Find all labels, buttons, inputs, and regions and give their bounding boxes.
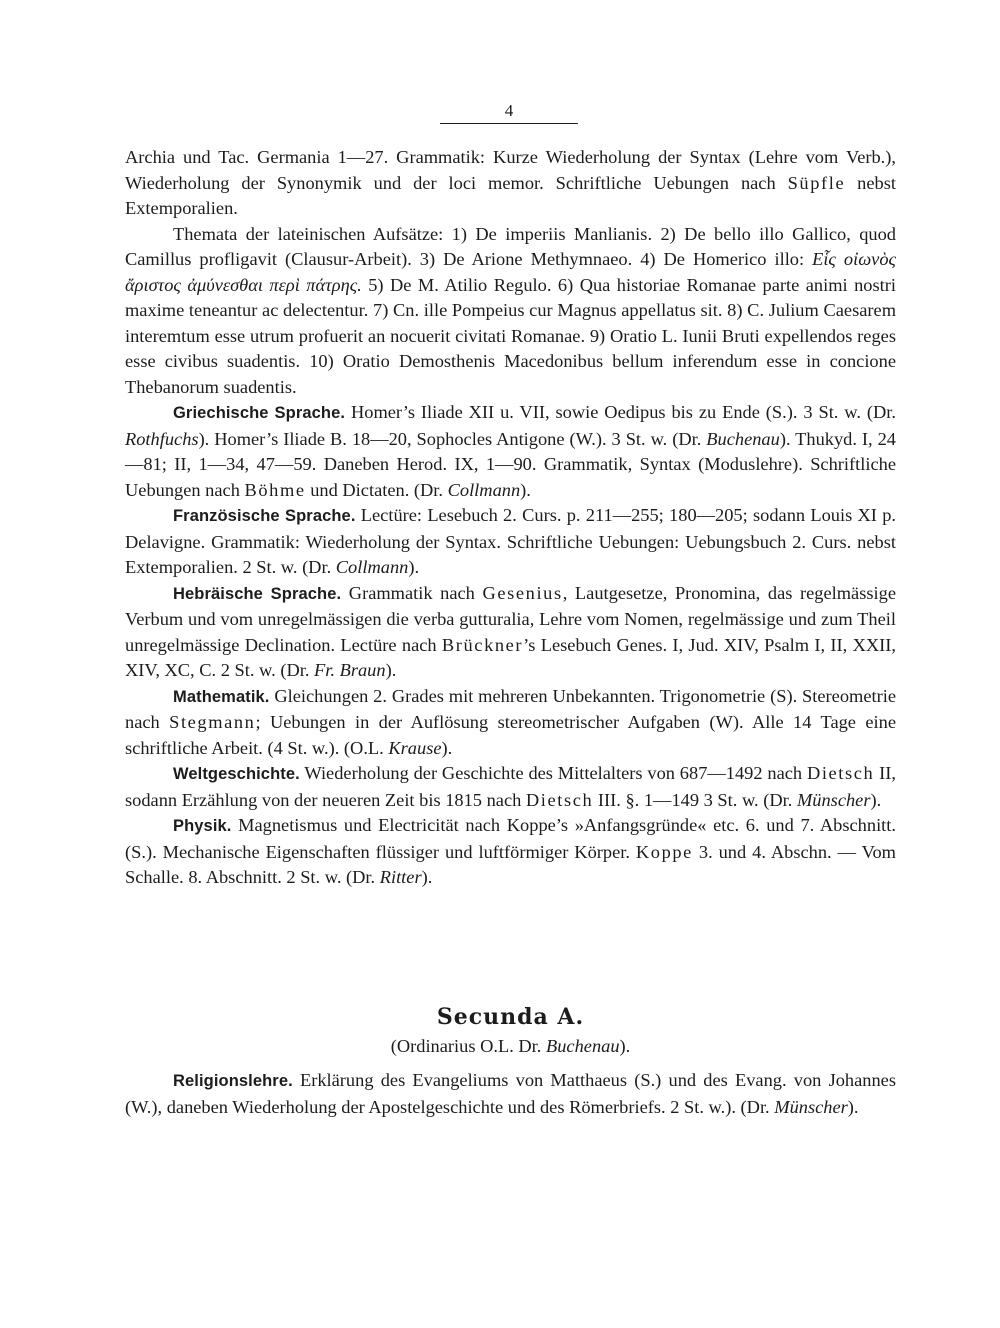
- weltgeschichte-text-1: Wiederholung der Geschichte des Mittelalters von 687—1492 nach: [299, 763, 807, 783]
- subtitle-text-2: ).: [619, 1036, 631, 1056]
- teacher-muenscher: Münscher: [796, 789, 871, 810]
- author-dietsch: Dietsch: [525, 789, 594, 810]
- teacher-ritter: Ritter: [379, 867, 422, 887]
- franzoesisch-text-1: Lectüre: Lesebuch 2. Curs. p. 211—255; 180—205; sodann Louis XI p. Delavigne. Grammatik: Wiederholung der Syntax. Schriftliche Uebungen: Uebungsbuch 2. Curs. nebst Extemporalien. 2 St. w. (Dr.: [125, 505, 896, 577]
- teacher-buchenau: Buchenau: [706, 428, 780, 449]
- intro-text-1: Archia und Tac. Germania 1—27. Grammatik: Kurze Wiederholung der Syntax (Lehre vom Verb.), Wiederholung der Synonymik und der loci memor. Schriftliche Uebungen nach: [125, 147, 896, 193]
- weltgeschichte-text-3: III. §. 1—149 3 St. w. (Dr.: [593, 789, 797, 810]
- section-subtitle: [125, 1033, 896, 1059]
- author-stegmann: Stegmann: [169, 712, 256, 732]
- subject-heading-weltgeschichte: Weltgeschichte.: [173, 765, 300, 783]
- teacher-krause: Krause: [388, 737, 442, 758]
- subject-heading-physik: Physik.: [173, 817, 232, 835]
- page-number: 4: [440, 101, 578, 124]
- hebraeisch-text-1: Grammatik nach: [341, 582, 483, 603]
- intro-text-2: nebst Extemporalien.: [125, 172, 896, 218]
- author-boehme: Böhme: [244, 479, 306, 500]
- text-body: [125, 145, 896, 891]
- teacher-rothfuchs: Rothfuchs: [125, 428, 199, 449]
- subtitle-text-1: (Ordinarius O.L. Dr.: [390, 1036, 546, 1056]
- subject-heading-religion: Religionslehre.: [173, 1072, 293, 1090]
- weltgeschichte-paragraph: [125, 761, 896, 813]
- themata-text-2: 5) De M. Atilio Regulo. 6) Qua historiae Romanae parte animi nostri maxime teneantur ac delectentur. 7) Cn. ille Pompeius cur Magnus appellatus sit. 8) C. Julium Caesarem interemtum esse utrum profuerit an nocuerit civitati Romanae. 9) Oratio L. Iunii Bruti expellendos reges esse civibus suadentis. 10) Oratio Demosthenis Macedonibus bellum inferendum esse in concione Thebanorum suadentis.: [125, 274, 896, 397]
- latin-continuation-paragraph: [125, 145, 896, 222]
- physik-text-2: 3. und 4. Abschn. — Vom Schalle. 8. Abschnitt. 2 St. w. (Dr.: [125, 841, 896, 887]
- teacher-braun: Fr. Braun: [314, 660, 386, 680]
- teacher-collmann: Collmann: [447, 479, 521, 500]
- franzoesisch-paragraph: [125, 503, 896, 581]
- franzoesisch-text-2: ).: [408, 557, 420, 577]
- hebraeisch-text-3: ’s Lesebuch Genes. I, Jud. XIV, Psalm I, II, XXII, XIV, XC, C. 2 St. w. (Dr.: [125, 634, 896, 680]
- themata-paragraph: [125, 222, 896, 401]
- hebraeisch-paragraph: [125, 581, 896, 684]
- weltgeschichte-text-4: ).: [870, 789, 882, 810]
- mathematik-text-3: ).: [441, 737, 453, 758]
- weltgeschichte-text-2: II, sodann Erzählung von der neueren Zeit bis 1815 nach: [125, 763, 897, 810]
- religion-text-1: Erklärung des Evangeliums von Matthaeus (S.) und des Evang. von Johannes (W.), daneben Wiederholung der Apostelgeschichte und des Römerbriefs. 2 St. w.). (Dr.: [125, 1070, 896, 1117]
- subject-heading-griechisch: Griechische Sprache.: [173, 404, 346, 422]
- griechisch-text-5: ).: [520, 479, 531, 500]
- mathematik-paragraph: [125, 684, 896, 762]
- hebraeisch-text-4: ).: [385, 660, 397, 680]
- mathematik-text-2: ; Uebungen in der Auflösung stereometrischer Aufgaben (W). Alle 14 Tage eine schriftliche Arbeit. (4 St. w.). (O.L.: [125, 712, 896, 758]
- author-suepfle: Süpfle: [787, 172, 846, 193]
- ordinarius-name: Buchenau: [546, 1036, 620, 1056]
- greek-quote: Εἷς οἰωνὸς ἄριστος ἀμύνεσθαι περὶ πάτρης.: [125, 249, 896, 295]
- griechisch-paragraph: [125, 400, 896, 503]
- griechisch-text-1: Homer’s Iliade XII u. VII, sowie Oedipus bis zu Ende (S.). 3 St. w. (Dr.: [345, 402, 897, 422]
- themata-text-1: Themata der lateinischen Aufsätze: 1) De imperiis Manlianis. 2) De bello illo Gallico, quod Camillus profligavit (Clausur-Arbeit). 3) De Arione Methymnaeo. 4) De Homerico illo:: [125, 223, 896, 269]
- mathematik-text-1: Gleichungen 2. Grades mit mehreren Unbekannten. Trigonometrie (S). Stereometrie nach: [125, 685, 896, 732]
- physik-text-3: ).: [421, 867, 433, 887]
- teacher-muenscher: Münscher: [774, 1096, 848, 1117]
- author-koppe: Koppe: [635, 841, 693, 862]
- subject-heading-franzoesisch: Französische Sprache.: [173, 507, 356, 525]
- griechisch-text-4: und Dictaten. (Dr.: [305, 479, 448, 500]
- religion-paragraph: [125, 1068, 896, 1120]
- section-title: Secunda A.: [436, 1004, 585, 1030]
- religion-text-2: ).: [847, 1096, 859, 1117]
- author-gesenius: Gesenius: [482, 582, 563, 603]
- griechisch-text-2: ). Homer’s Iliade B. 18—20, Sophocles Antigone (W.). 3 St. w. (Dr.: [198, 428, 707, 449]
- griechisch-text-3: ). Thukyd. I, 24—81; II, 1—34, 47—59. Daneben Herod. IX, 1—90. Grammatik, Syntax (Moduslehre). Schriftliche Uebungen nach: [125, 428, 896, 500]
- subject-heading-hebraeisch: Hebräische Sprache.: [173, 584, 342, 603]
- physik-paragraph: [125, 813, 896, 891]
- physik-text-1: Magnetismus und Electricität nach Koppe’s »Anfangsgründe« etc. 6. und 7. Abschnitt. (S.). Mechanische Eigenschaften flüssiger und luftförmiger Körper.: [125, 815, 896, 862]
- teacher-collmann: Collmann: [335, 557, 409, 577]
- author-dietsch: Dietsch: [806, 763, 875, 783]
- subject-heading-mathematik: Mathematik.: [173, 687, 270, 706]
- hebraeisch-text-2: , Lautgesetze, Pronomina, das regelmässige Verbum und vom unregelmässigen die verba gutturalia, Lehre vom Nomen, regelmässige und zum Theil unregelmässige Declination. Lectüre nach: [125, 582, 896, 655]
- author-brueckner: Brückner: [441, 634, 524, 655]
- religion-block: [125, 1068, 896, 1120]
